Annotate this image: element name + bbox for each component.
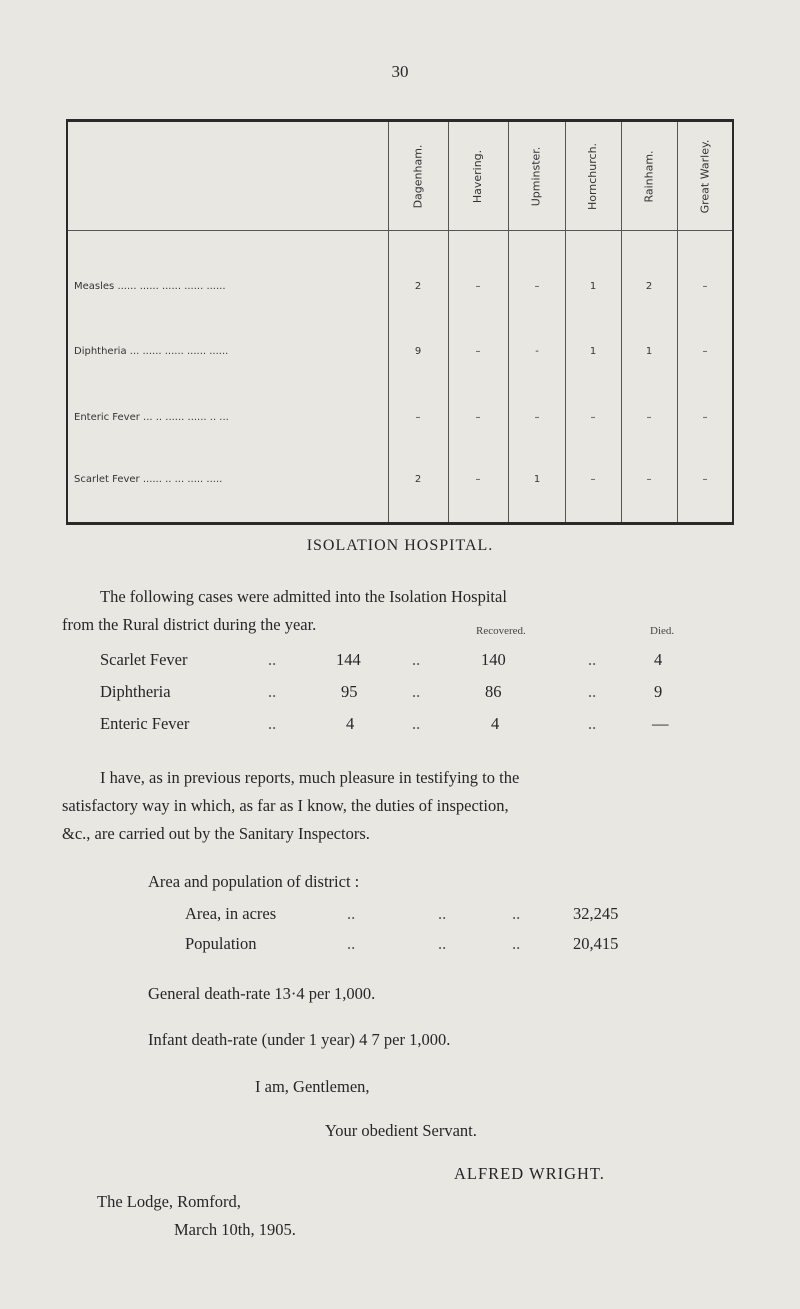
table-cell: 1 xyxy=(645,346,653,357)
leader-dots: .. xyxy=(412,650,421,669)
signature: ALFRED WRIGHT. xyxy=(454,1164,605,1183)
district-heading: Area and population of district : xyxy=(148,872,360,891)
column-header-rainham: Rainham. xyxy=(642,149,656,203)
table-cell: – xyxy=(702,281,708,292)
sign-off: Your obedient Servant. xyxy=(325,1121,477,1140)
testimony-line2: satisfactory way in which, as far as I know, the duties of inspection, xyxy=(62,796,509,815)
died-count: 4 xyxy=(654,650,663,669)
table-cell: – xyxy=(534,412,540,423)
population-value: 20,415 xyxy=(573,934,619,953)
table-row xyxy=(68,412,732,432)
column-header-dagenham: Dagenham. xyxy=(411,144,425,208)
died-count: 9 xyxy=(654,682,663,701)
table-cell: 1 xyxy=(589,346,597,357)
leader-dots: .. xyxy=(268,682,277,701)
infant-death-rate: Infant death-rate (under 1 year) 4 7 per 1,000. xyxy=(148,1030,451,1049)
column-rule xyxy=(621,122,622,522)
died-header: Died. xyxy=(650,625,675,637)
page-number: 30 xyxy=(391,62,409,81)
row-label: Scarlet Fever ...... .. ... ..... ..... xyxy=(74,474,223,485)
table-cell: – xyxy=(415,412,421,423)
table-cell: 9 xyxy=(414,346,422,357)
leader-dots: .. xyxy=(412,714,421,733)
table-cell: – xyxy=(590,412,596,423)
table-cell: – xyxy=(646,412,652,423)
column-header-upminster: Upminster. xyxy=(529,146,543,206)
leader-dots: .. xyxy=(512,904,521,923)
leader-dots: .. xyxy=(268,650,277,669)
row-label: Diphtheria ... ...... ...... ...... ...... xyxy=(74,346,229,357)
table-cell: – xyxy=(702,412,708,423)
recovered-header: Recovered. xyxy=(476,625,526,637)
table-cell: 2 xyxy=(645,281,653,292)
disease-name: Scarlet Fever xyxy=(100,650,188,669)
area-row xyxy=(185,904,685,928)
column-rule xyxy=(565,122,566,522)
admitted-count: 4 xyxy=(346,714,355,733)
testimony-line3: &c., are carried out by the Sanitary Inspectors. xyxy=(62,824,370,843)
admitted-count: 95 xyxy=(341,682,358,701)
leader-dots: .. xyxy=(268,714,277,733)
leader-dots: .. xyxy=(512,934,521,953)
leader-dots: .. xyxy=(347,904,356,923)
table-row xyxy=(68,281,732,301)
leader-dots: .. xyxy=(412,682,421,701)
column-rule xyxy=(677,122,678,522)
admission-row xyxy=(100,714,720,738)
died-count: — xyxy=(652,714,669,733)
table-row xyxy=(68,346,732,366)
leader-dots: .. xyxy=(438,934,447,953)
date: March 10th, 1905. xyxy=(174,1220,296,1239)
column-header-havering: Havering. xyxy=(471,149,485,203)
leader-dots: .. xyxy=(588,682,597,701)
table-cell: - xyxy=(535,346,539,357)
address: The Lodge, Romford, xyxy=(97,1192,241,1211)
population-row xyxy=(185,934,685,958)
recovered-count: 86 xyxy=(485,682,502,701)
table-cell: – xyxy=(534,281,540,292)
header-rule xyxy=(68,230,732,231)
table-row xyxy=(68,474,732,494)
disease-table xyxy=(66,119,734,525)
recovered-count: 140 xyxy=(481,650,506,669)
population-label: Population xyxy=(185,934,257,953)
general-death-rate: General death-rate 13·4 per 1,000. xyxy=(148,984,376,1003)
table-cell: – xyxy=(646,474,652,485)
salutation: I am, Gentlemen, xyxy=(255,1077,370,1096)
table-cell: – xyxy=(702,474,708,485)
column-header-hornchurch: Hornchurch. xyxy=(586,142,600,210)
leader-dots: .. xyxy=(438,904,447,923)
isolation-intro-line2: from the Rural district during the year. xyxy=(62,615,317,634)
row-label: Enteric Fever ... .. ...... ...... .. ... xyxy=(74,412,229,423)
disease-name: Diphtheria xyxy=(100,682,171,701)
admission-row xyxy=(100,682,720,706)
leader-dots: .. xyxy=(588,714,597,733)
table-cell: – xyxy=(475,474,481,485)
column-rule xyxy=(508,122,509,522)
table-cell: 1 xyxy=(533,474,541,485)
table-cell: 2 xyxy=(414,474,422,485)
table-cell: – xyxy=(475,412,481,423)
table-cell: – xyxy=(475,281,481,292)
leader-dots: .. xyxy=(588,650,597,669)
isolation-hospital-heading: ISOLATION HOSPITAL. xyxy=(306,537,494,554)
admitted-count: 144 xyxy=(336,650,361,669)
table-cell: 1 xyxy=(589,281,597,292)
area-label: Area, in acres xyxy=(185,904,277,923)
column-rule xyxy=(388,122,389,522)
table-cell: – xyxy=(475,346,481,357)
area-value: 32,245 xyxy=(573,904,619,923)
isolation-intro-line1: The following cases were admitted into the Isolation Hospital xyxy=(100,587,507,606)
column-header-great-warley: Great Warley. xyxy=(698,139,712,213)
row-label: Measles ...... ...... ...... ...... ...... xyxy=(74,281,226,292)
table-cell: – xyxy=(590,474,596,485)
testimony-line1: I have, as in previous reports, much pleasure in testifying to the xyxy=(100,768,520,787)
table-cell: 2 xyxy=(414,281,422,292)
admission-row xyxy=(100,650,720,674)
recovered-count: 4 xyxy=(491,714,500,733)
table-cell: – xyxy=(702,346,708,357)
leader-dots: .. xyxy=(347,934,356,953)
disease-name: Enteric Fever xyxy=(100,714,190,733)
column-rule xyxy=(448,122,449,522)
